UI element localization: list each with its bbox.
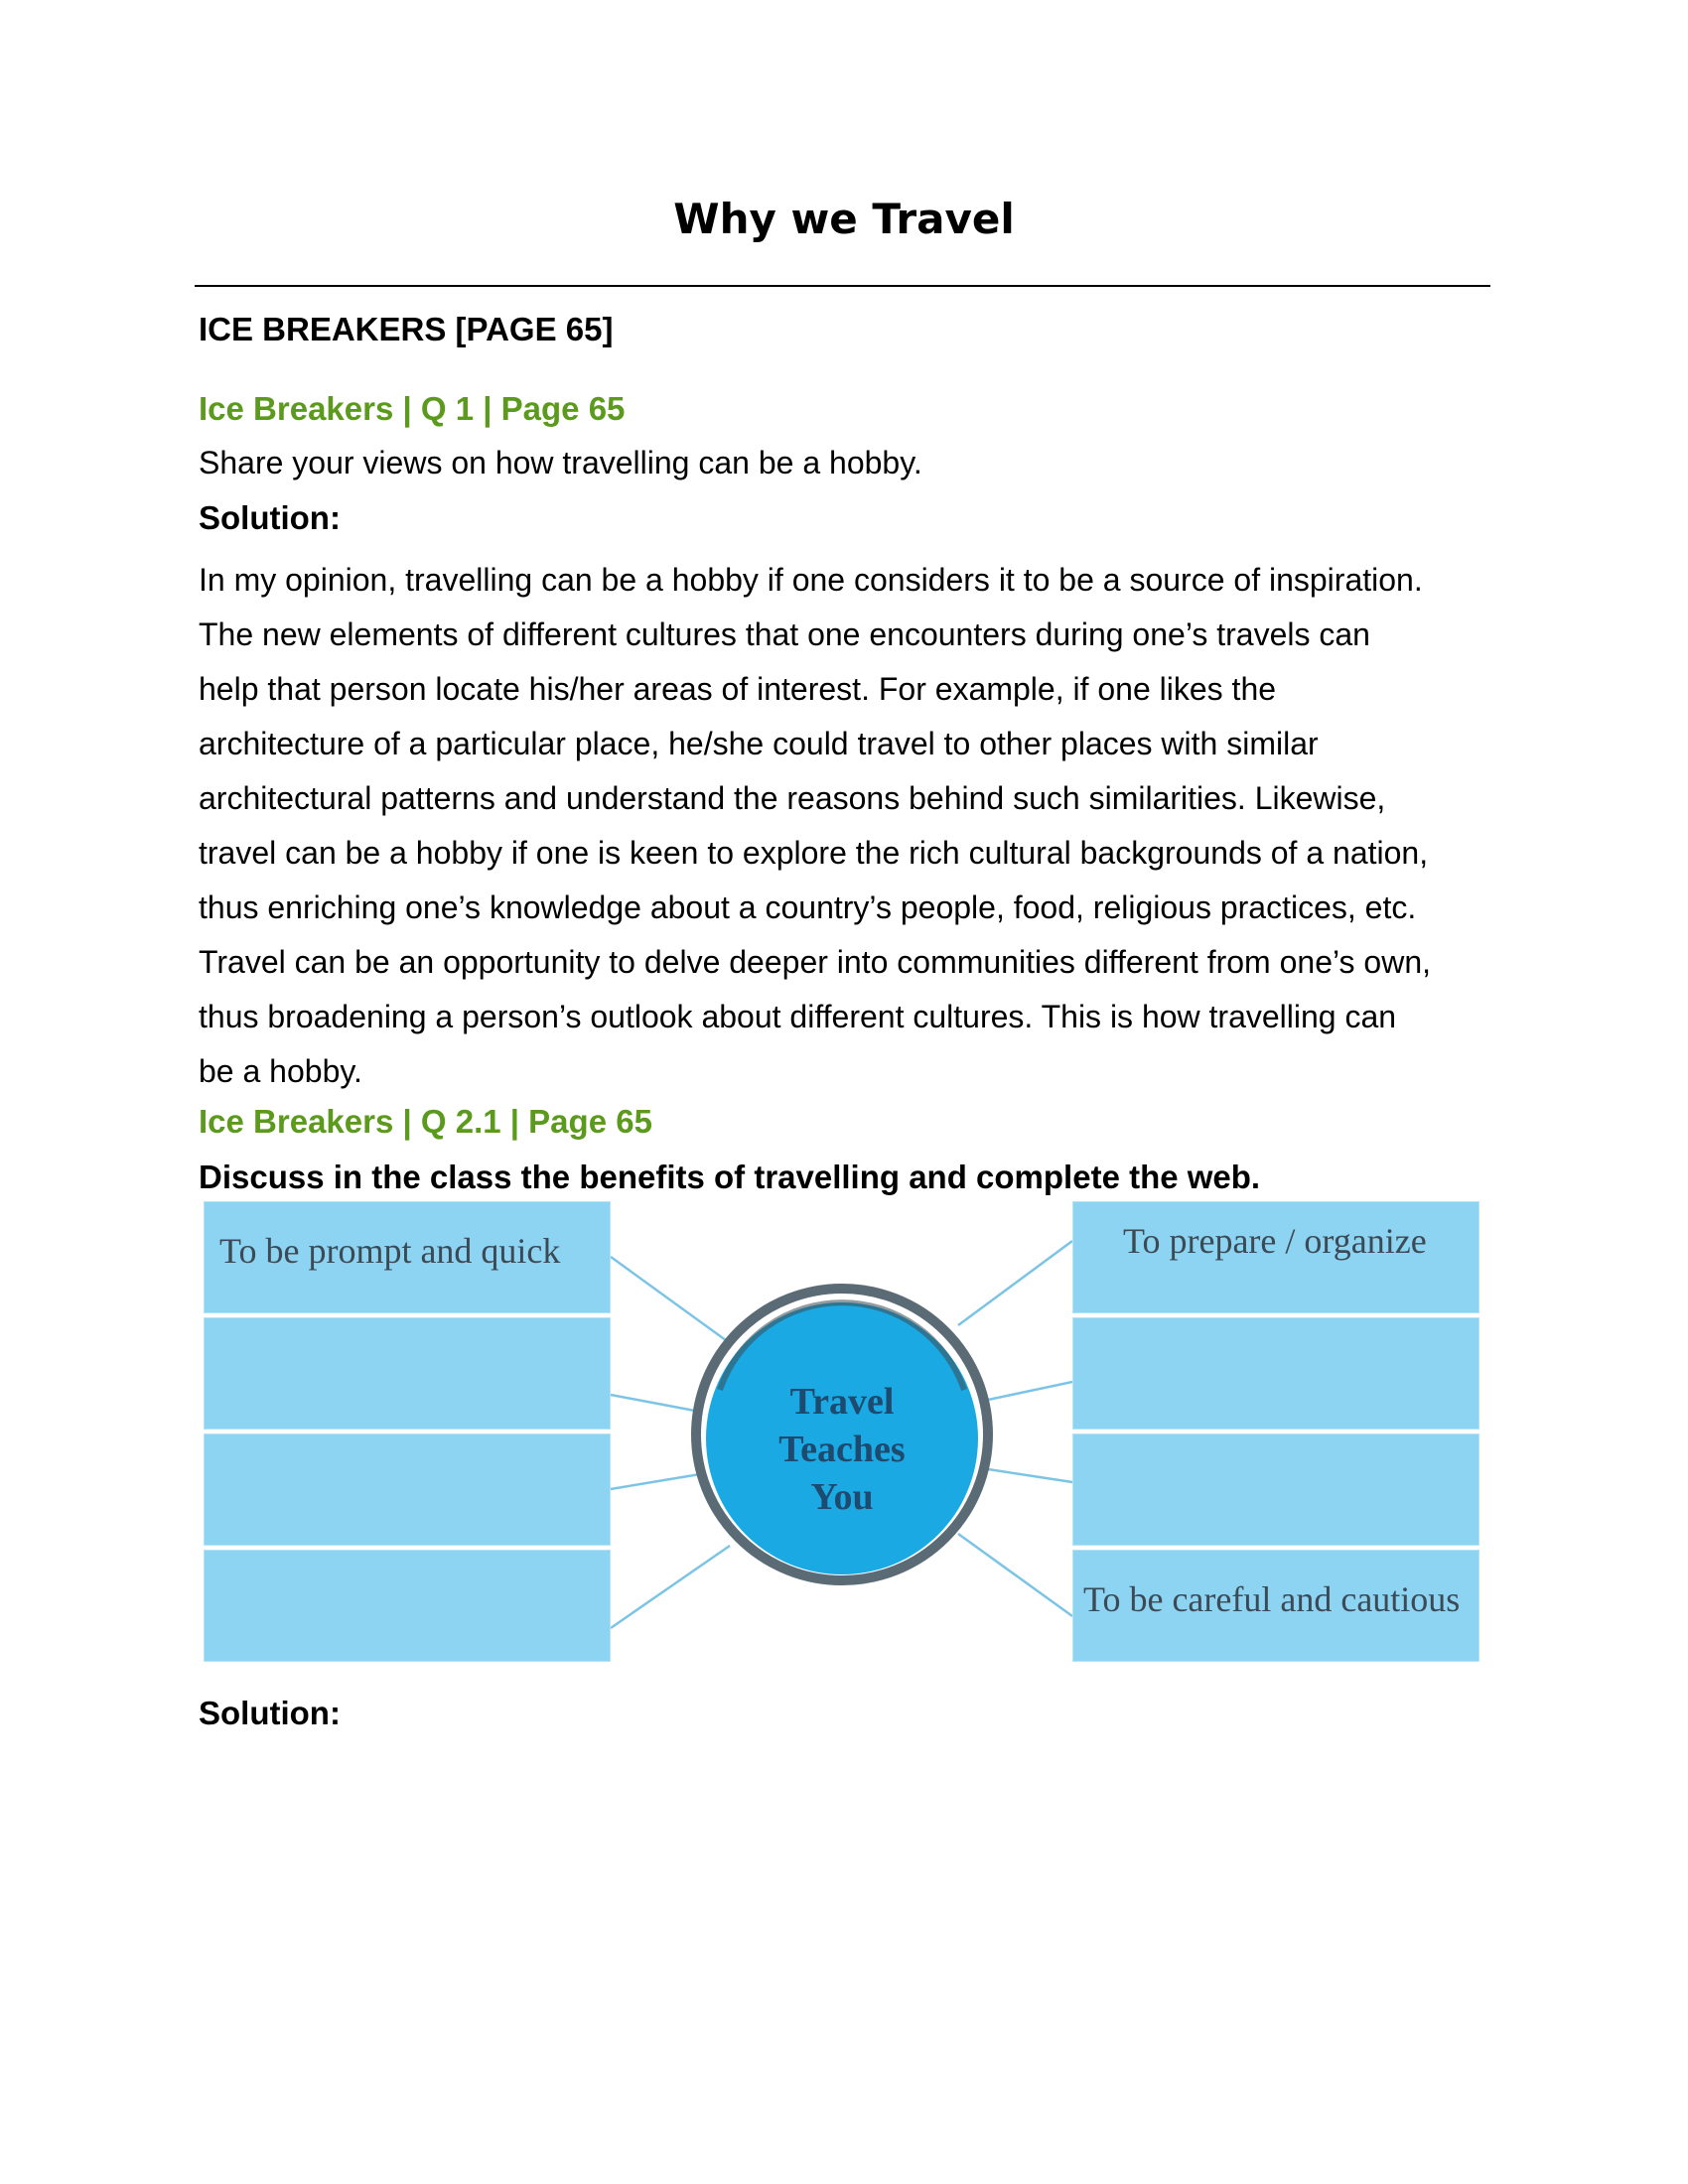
left-box-3 xyxy=(204,1433,611,1546)
answer-line: In my opinion, travelling can be a hobby if one considers it to be a source of inspiration. xyxy=(199,562,1423,598)
connector-line xyxy=(611,1474,700,1489)
answer-line: travel can be a hobby if one is keen to explore the rich cultural backgrounds of a nation, xyxy=(199,835,1429,871)
answer-line: architectural patterns and understand the reasons behind such similarities. Likewise, xyxy=(199,780,1386,816)
question-2-text: Discuss in the class the benefits of travelling and complete the web. xyxy=(199,1159,1261,1195)
connector-line xyxy=(611,1257,730,1343)
right-box-4-text: To be careful and cautious xyxy=(1083,1579,1461,1619)
question-1-answer xyxy=(199,553,1499,1099)
answer-line: thus broadening a person’s outlook about different cultures. This is how travelling can xyxy=(199,999,1397,1034)
answer-line: architecture of a particular place, he/she could travel to other places with similar xyxy=(199,726,1319,761)
answer-line: Travel can be an opportunity to delve deeper into communities different from one’s own, xyxy=(199,944,1431,980)
right-box-4 xyxy=(1072,1550,1479,1662)
answer-line: help that person locate his/her areas of interest. For example, if one likes the xyxy=(199,671,1277,707)
center-label-line: Travel xyxy=(789,1381,895,1423)
question-1-solution-label: Solution: xyxy=(199,499,341,536)
left-box-2 xyxy=(204,1317,611,1430)
answer-line: be a hobby. xyxy=(199,1053,362,1089)
connector-line xyxy=(958,1241,1072,1325)
section-heading: ICE BREAKERS [PAGE 65] xyxy=(199,311,614,347)
question-1-text: Share your views on how travelling can be a hobby. xyxy=(199,445,922,480)
center-label xyxy=(743,1378,941,1521)
answer-line: thus enriching one’s knowledge about a country’s people, food, religious practices, etc. xyxy=(199,889,1417,925)
question-1-heading: Ice Breakers | Q 1 | Page 65 xyxy=(199,390,626,427)
right-box-1-text: To prepare / organize xyxy=(1123,1221,1427,1261)
question-2-solution-label: Solution: xyxy=(199,1695,341,1731)
connector-line xyxy=(988,1469,1072,1482)
connector-line xyxy=(611,1546,730,1628)
connector-line xyxy=(958,1534,1072,1616)
page-title: Why we Travel xyxy=(673,195,1015,243)
right-box-1 xyxy=(1072,1201,1479,1313)
left-box-1-text: To be prompt and quick xyxy=(219,1231,561,1271)
question-2-heading: Ice Breakers | Q 2.1 | Page 65 xyxy=(199,1103,652,1140)
connector-line xyxy=(611,1395,700,1412)
left-box-4 xyxy=(204,1550,611,1662)
title-divider xyxy=(195,285,1490,287)
left-box-1 xyxy=(204,1201,611,1313)
connector-line xyxy=(988,1382,1072,1400)
answer-line: The new elements of different cultures that one encounters during one’s travels can xyxy=(199,616,1370,652)
center-label-line: Teaches xyxy=(778,1429,906,1470)
travel-web-diagram xyxy=(204,1201,1479,1673)
center-label-line: You xyxy=(810,1476,874,1518)
right-box-2 xyxy=(1072,1317,1479,1430)
right-box-3 xyxy=(1072,1433,1479,1546)
